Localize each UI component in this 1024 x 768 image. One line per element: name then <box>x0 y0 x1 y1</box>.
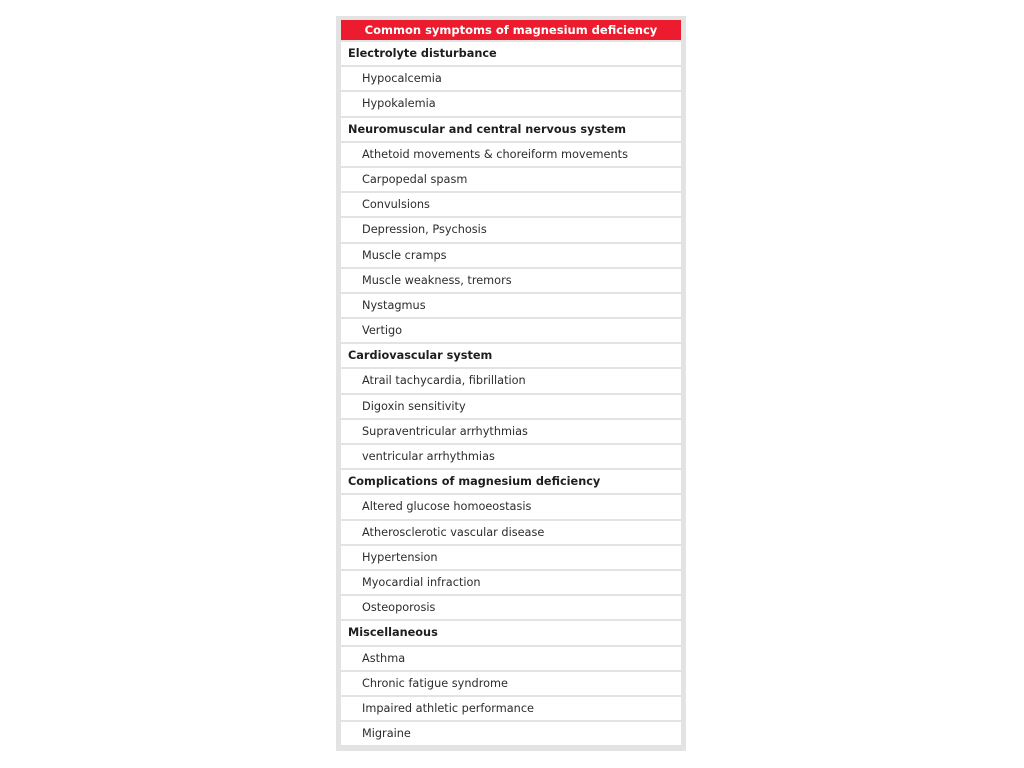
table-row: Hypocalcemia <box>341 67 681 90</box>
table-row: Asthma <box>341 647 681 670</box>
section-heading-electrolyte: Electrolyte disturbance <box>341 42 681 65</box>
table-row: Impaired athletic performance <box>341 697 681 720</box>
table-body <box>341 42 681 745</box>
section-heading-neuromuscular: Neuromuscular and central nervous system <box>341 118 681 141</box>
table-row: Digoxin sensitivity <box>341 395 681 418</box>
section-heading-cardiovascular: Cardiovascular system <box>341 344 681 367</box>
table-row: Myocardial infraction <box>341 571 681 594</box>
table-row: Altered glucose homoeostasis <box>341 495 681 518</box>
table-row: Vertigo <box>341 319 681 342</box>
table-row: ventricular arrhythmias <box>341 445 681 468</box>
table-row: Atrail tachycardia, fibrillation <box>341 369 681 392</box>
table-row: Atherosclerotic vascular disease <box>341 521 681 544</box>
table-row: Hypokalemia <box>341 92 681 115</box>
table-row: Convulsions <box>341 193 681 216</box>
table-row: Osteoporosis <box>341 596 681 619</box>
table-row: Muscle weakness, tremors <box>341 269 681 292</box>
section-heading-complications: Complications of magnesium deficiency <box>341 470 681 493</box>
table-row: Depression, Psychosis <box>341 218 681 241</box>
table-row: Supraventricular arrhythmias <box>341 420 681 443</box>
table-row: Hypertension <box>341 546 681 569</box>
table-row: Carpopedal spasm <box>341 168 681 191</box>
table-row: Athetoid movements & choreiform movements <box>341 143 681 166</box>
table-row: Migraine <box>341 722 681 745</box>
table-row: Nystagmus <box>341 294 681 317</box>
table-title: Common symptoms of magnesium deficiency <box>341 20 681 40</box>
symptoms-table <box>336 16 686 751</box>
section-heading-miscellaneous: Miscellaneous <box>341 621 681 644</box>
table-row: Muscle cramps <box>341 244 681 267</box>
table-row: Chronic fatigue syndrome <box>341 672 681 695</box>
